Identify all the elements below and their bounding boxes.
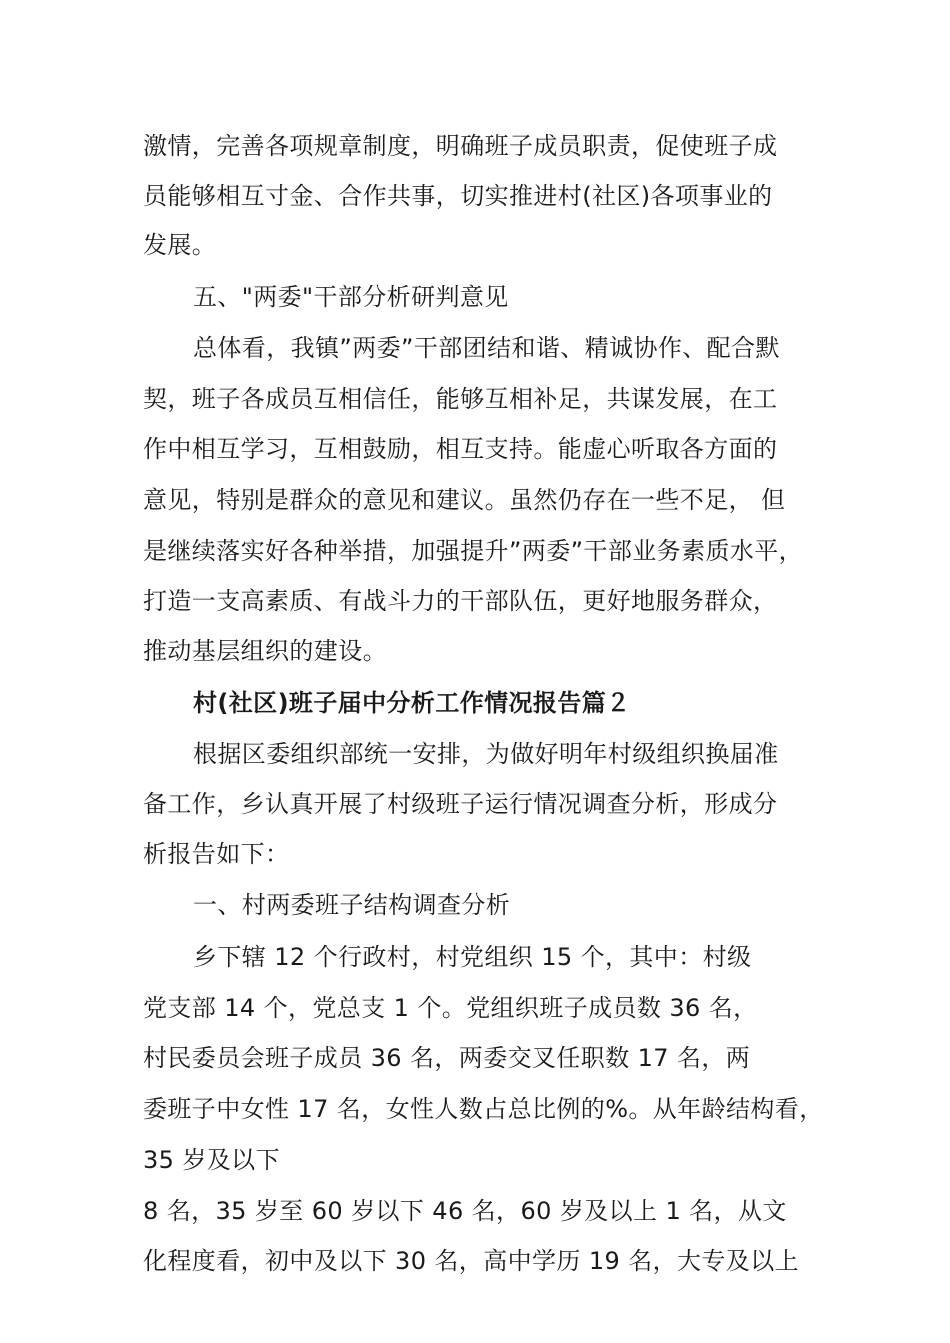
- paragraph-line: 打造一支高素质、有战斗力的干部队伍，更好地服务群众，: [143, 587, 778, 615]
- section-heading: 一、村两委班子结构调查分析: [193, 891, 511, 919]
- paragraph-line: 35 岁及以下: [143, 1146, 280, 1174]
- paragraph-line: 党支部 14 个，党总支 1 个。党组织班子成员数 36 名，: [143, 994, 758, 1022]
- paragraph-line: 委班子中女性 17 名，女性人数占总比例的%。从年龄结构看，: [143, 1095, 824, 1123]
- paragraph-line: 析报告如下：: [143, 840, 290, 868]
- paragraph-line: 意见，特别是群众的意见和建议。虽然仍存在一些不足， 但: [143, 486, 786, 514]
- paragraph-line: 总体看，我镇”两委”干部团结和谐、精诚协作、配合默: [193, 334, 780, 362]
- paragraph-line: 村民委员会班子成员 36 名，两委交叉任职数 17 名，两: [143, 1044, 751, 1072]
- paragraph-line: 8 名，35 岁至 60 岁以下 46 名，60 岁及以上 1 名，从文: [143, 1197, 787, 1225]
- paragraph-line: 化程度看，初中及以下 30 名，高中学历 19 名，大专及以上: [143, 1247, 799, 1275]
- paragraph-line: 发展。: [143, 231, 217, 259]
- paragraph-line: 激情，完善各项规章制度，明确班子成员职责，促使班子成: [143, 132, 778, 160]
- paragraph-line: 备工作，乡认真开展了村级班子运行情况调查分析，形成分: [143, 790, 778, 818]
- paragraph-line: 乡下辖 12 个行政村，村党组织 15 个，其中：村级: [193, 943, 752, 971]
- paragraph-line: 员能够相互寸金、合作共事，切实推进村(社区)各项事业的: [143, 182, 773, 210]
- report-title: 村(社区)班子届中分析工作情况报告篇２: [193, 689, 631, 717]
- paragraph-line: 作中相互学习，互相鼓励，相互支持。能虚心听取各方面的: [143, 435, 778, 463]
- paragraph-line: 根据区委组织部统一安排，为做好明年村级组织换届准: [193, 740, 779, 768]
- section-heading: 五、"两委"干部分析研判意见: [193, 283, 509, 311]
- paragraph-line: 推动基层组织的建设。: [143, 637, 387, 665]
- paragraph-line: 是继续落实好各种举措，加强提升”两委”干部业务素质水平，: [143, 537, 804, 565]
- paragraph-line: 契，班子各成员互相信任，能够互相补足，共谋发展，在工: [143, 385, 778, 413]
